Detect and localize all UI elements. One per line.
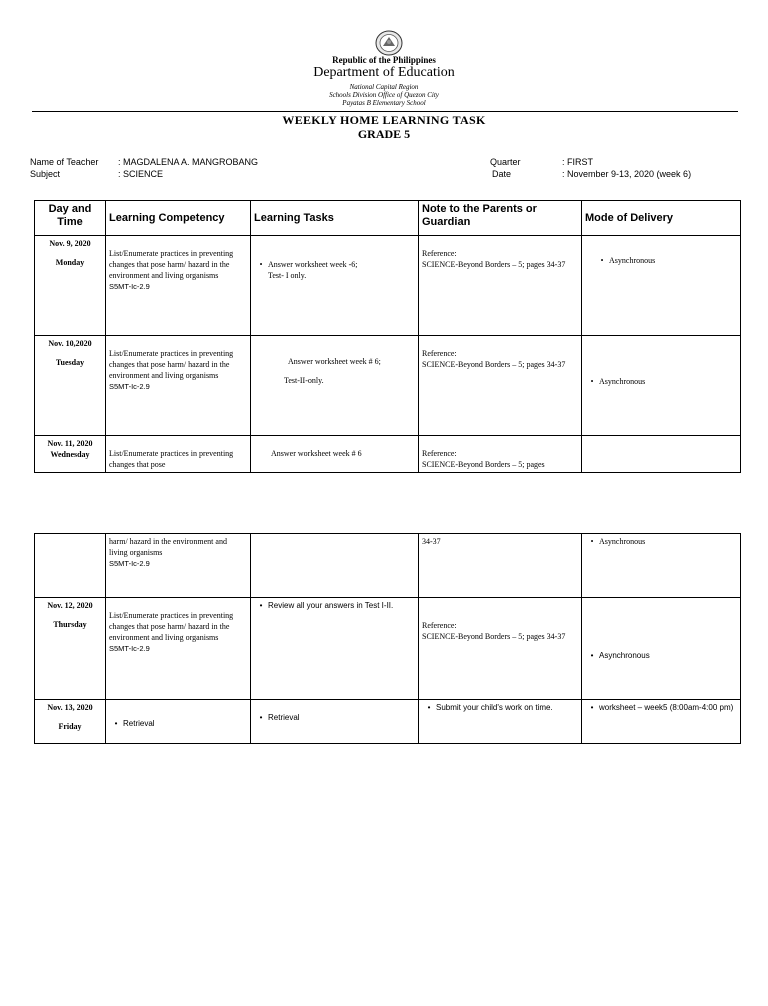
table-header-row: [35, 201, 741, 236]
teacher-label: Name of Teacher: [30, 157, 99, 167]
day-cell: [35, 436, 106, 473]
note-book: SCIENCE-Beyond Borders – 5; pages 34-37: [422, 260, 566, 269]
task-text: Retrieval: [268, 713, 300, 722]
row-date: Nov. 11, 2020: [47, 439, 93, 448]
tasks-cell: [251, 700, 419, 744]
table-row: [35, 700, 741, 744]
row-date: Nov. 10,2020: [48, 339, 92, 348]
tasks-cell: [251, 336, 419, 436]
document-title: WEEKLY HOME LEARNING TASK: [282, 113, 486, 127]
mode-cell: [582, 236, 741, 336]
note-cell: [419, 534, 582, 598]
row-day: Thursday: [53, 620, 87, 629]
competency-cell: [106, 598, 251, 700]
bullet-icon: •: [259, 713, 263, 722]
mode-cell: [582, 534, 741, 598]
competency-cell: [106, 436, 251, 473]
note-cell: [419, 700, 582, 744]
row-date: Nov. 9, 2020: [49, 239, 91, 248]
row-day: Friday: [58, 722, 82, 731]
note-reference: Reference:: [422, 349, 457, 358]
competency-text: List/Enumerate practices in preventing changes that pose harm/ hazard in the environment and living organisms: [109, 349, 234, 380]
row-day: Monday: [55, 258, 85, 267]
tasks-cell: [251, 236, 419, 336]
task-text: Test- I only.: [268, 271, 307, 280]
competency-cell: [106, 336, 251, 436]
quarter-value: : FIRST: [562, 157, 593, 167]
day-cell: [35, 336, 106, 436]
department-heading: Department of Education: [313, 65, 455, 80]
competency-text: harm/ hazard in the environment and living organisms: [109, 537, 227, 557]
note-reference: Reference:: [422, 621, 457, 630]
row-date: Nov. 13, 2020: [47, 703, 93, 712]
competency-text: List/Enumerate practices in preventing changes that pose: [109, 449, 234, 469]
mode-text: Asynchronous: [599, 651, 650, 660]
tasks-cell: [251, 436, 419, 473]
competency-code: S5MT-Ic-2.9: [109, 644, 150, 653]
competency-text: List/Enumerate practices in preventing changes that pose harm/ hazard in the environment and living organisms: [109, 611, 234, 642]
col-header-competency: Learning Competency: [106, 201, 251, 236]
table-row: [35, 534, 741, 598]
bullet-icon: •: [259, 601, 263, 610]
mode-text: Asynchronous: [609, 256, 656, 265]
school-line: Payatas B Elementary School: [342, 99, 426, 107]
learning-task-table-page1: [34, 200, 741, 473]
note-reference: Reference:: [422, 449, 457, 458]
competency-cell: [106, 700, 251, 744]
bullet-icon: •: [590, 651, 594, 660]
competency-cell: [106, 534, 251, 598]
task-text: Answer worksheet week -6;: [268, 260, 358, 269]
note-cell: [419, 436, 582, 473]
day-cell: [35, 700, 106, 744]
row-day: Tuesday: [55, 358, 85, 367]
table-row: [35, 598, 741, 700]
col-header-note: Note to the Parents or Guardian: [419, 201, 582, 236]
mode-text: worksheet – week5 (8:00am-4:00 pm): [599, 703, 734, 712]
col-header-tasks: Learning Tasks: [251, 201, 419, 236]
note-book: SCIENCE-Beyond Borders – 5; pages: [422, 460, 545, 469]
mode-text: Asynchronous: [599, 537, 646, 546]
note-book: SCIENCE-Beyond Borders – 5; pages 34-37: [422, 632, 566, 641]
division-line: Schools Division Office of Quezon City: [329, 91, 439, 99]
mode-cell: [582, 336, 741, 436]
table-row: [35, 236, 741, 336]
task-text: Answer worksheet week # 6: [271, 449, 362, 458]
date-value: : November 9-13, 2020 (week 6): [562, 169, 692, 179]
subject-value: : SCIENCE: [118, 169, 164, 179]
day-cell: [35, 534, 106, 598]
teacher-value: : MAGDALENA A. MANGROBANG: [118, 157, 259, 167]
note-cell: [419, 336, 582, 436]
table-row: [35, 436, 741, 473]
deped-seal-icon: [374, 30, 404, 56]
col-header-day: Day and Time: [35, 201, 106, 236]
mode-cell: [582, 598, 741, 700]
mode-text: Asynchronous: [599, 377, 646, 386]
bullet-icon: •: [590, 537, 594, 546]
bullet-icon: •: [590, 703, 594, 712]
grade-title: GRADE 5: [357, 127, 411, 141]
bullet-icon: •: [259, 260, 263, 269]
learning-task-table-page2: [34, 533, 741, 744]
competency-cell: [106, 236, 251, 336]
bullet-icon: •: [600, 256, 604, 265]
quarter-label: Quarter: [490, 157, 521, 167]
note-cell: [419, 598, 582, 700]
mode-cell: [582, 436, 741, 473]
note-text: Submit your child's work on time.: [436, 703, 553, 712]
bullet-icon: •: [427, 703, 431, 712]
region-line: National Capital Region: [349, 83, 419, 91]
task-text: Review all your answers in Test I-II.: [268, 601, 394, 610]
day-cell: [35, 236, 106, 336]
row-day: Wednesday: [50, 450, 90, 459]
col-header-mode: Mode of Delivery: [582, 201, 741, 236]
note-book: 34-37: [422, 537, 441, 546]
republic-heading: Republic of the Philippines: [332, 55, 436, 65]
mode-cell: [582, 700, 741, 744]
row-date: Nov. 12, 2020: [47, 601, 93, 610]
tasks-cell: [251, 534, 419, 598]
competency-code: S5MT-Ic-2.9: [109, 282, 150, 291]
date-label: Date: [492, 169, 512, 179]
bullet-icon: •: [114, 719, 118, 728]
task-text: Answer worksheet week # 6;: [288, 357, 381, 366]
header-divider: [32, 111, 738, 112]
competency-text: Retrieval: [123, 719, 155, 728]
note-cell: [419, 236, 582, 336]
competency-code: S5MT-Ic-2.9: [109, 382, 150, 391]
task-text: Test-II-only.: [284, 376, 324, 385]
note-book: SCIENCE-Beyond Borders – 5; pages 34-37: [422, 360, 566, 369]
day-cell: [35, 598, 106, 700]
tasks-cell: [251, 598, 419, 700]
table-row: [35, 336, 741, 436]
competency-text: List/Enumerate practices in preventing changes that pose harm/ hazard in the environment and living organisms: [109, 249, 234, 280]
note-reference: Reference:: [422, 249, 457, 258]
subject-label: Subject: [30, 169, 61, 179]
competency-code: S5MT-Ic-2.9: [109, 559, 150, 568]
bullet-icon: •: [590, 377, 594, 386]
